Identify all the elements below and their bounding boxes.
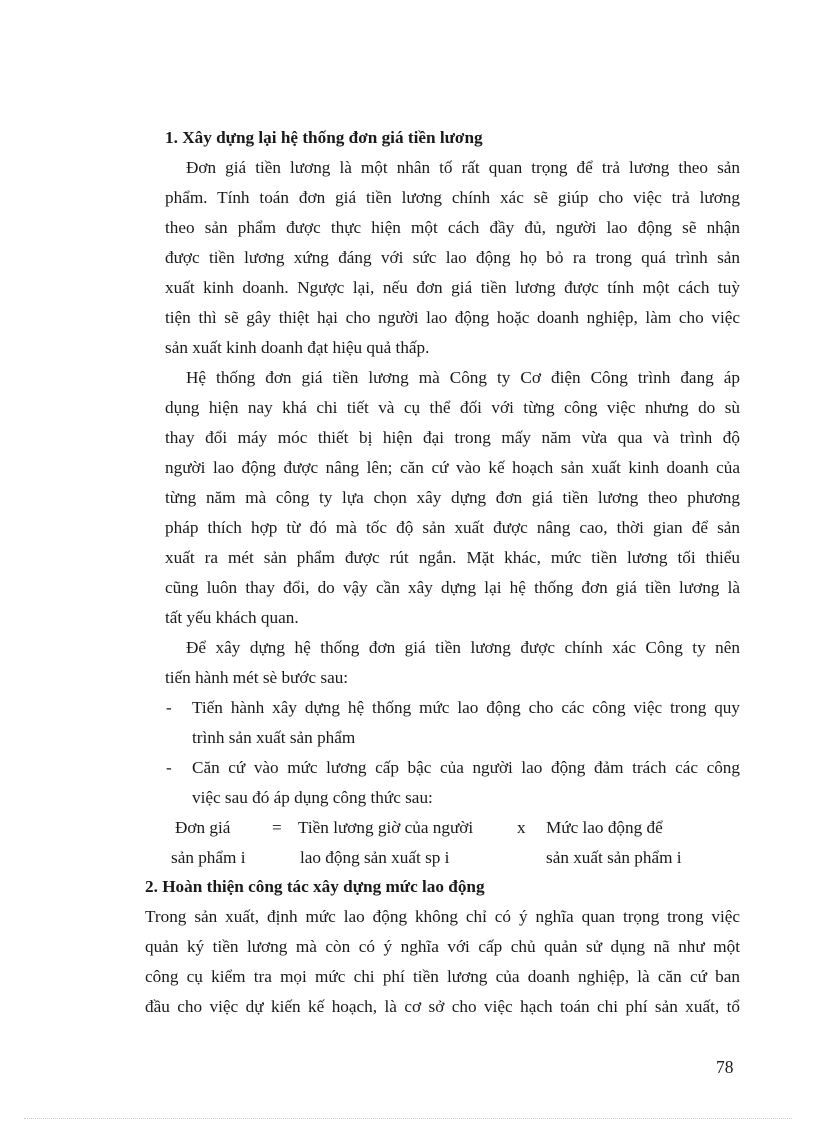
paragraph-3-line: Để xây dựng hệ thống đơn giá tiền lương được chính xác Công ty nên: [186, 638, 740, 657]
paragraph-1-line: Đơn giá tiền lương là một nhân tố rất quan trọng để trả lương theo sản: [186, 158, 740, 177]
formula-lhs: sản phẩm i: [171, 848, 246, 867]
paragraph-2-line: xuất ra mét sản phẩm được rút ngắn. Mặt khác, mức tiền lương tối thiểu: [165, 548, 740, 567]
paragraph-1-line: xuất kinh doanh. Ngược lại, nếu đơn giá tiền lương được tính một cách tuỳ: [165, 278, 740, 297]
bullet-dash: -: [166, 758, 172, 777]
paragraph-1-line: theo sản phẩm được thực hiện một cách đầy đủ, người lao động sẽ nhận: [165, 218, 740, 237]
paragraph-2-line: thay đổi máy móc thiết bị hiện đại trong mấy năm vừa qua và trình độ: [165, 428, 740, 447]
formula-lhs: Đơn giá: [175, 818, 231, 837]
paragraph-2-line: Hệ thống đơn giá tiền lương mà Công ty Cơ điện Công trình đang áp: [186, 368, 740, 387]
paragraph-1-line: sản xuất kinh doanh đạt hiệu quả thấp.: [165, 338, 430, 357]
section-2-paragraph-line: quản ký tiền lương mà còn có ý nghĩa với cấp chủ quản sử dụng nã như một: [145, 937, 740, 956]
formula-term-hourly-wage: Tiền lương giờ của người: [298, 818, 474, 837]
paragraph-1-line: được tiền lương xứng đáng với sức lao động họ bỏ ra trong quá trình sản: [165, 248, 740, 267]
section-2-paragraph-line: đầu cho việc dự kiến kế hoạch, là cơ sở cho việc hạch toán chi phí sản xuất, tổ: [145, 997, 740, 1016]
paragraph-2-line: tất yếu khách quan.: [165, 608, 299, 627]
section-2-paragraph-line: công cụ kiểm tra mọi mức chi phí tiền lương của doanh nghiệp, là căn cứ ban: [145, 967, 740, 986]
footer-divider: [24, 1118, 792, 1119]
formula-term-labor-norm: Mức lao động để: [546, 818, 663, 837]
paragraph-1-line: phẩm. Tính toán đơn giá tiền lương chính xác sẽ giúp cho việc trả lương: [165, 188, 740, 207]
bullet-2-line: việc sau đó áp dụng công thức sau:: [192, 788, 433, 807]
formula-term-labor-norm: sản xuất sản phẩm i: [546, 848, 682, 867]
formula-equals-sign: =: [272, 818, 282, 837]
bullet-dash: -: [166, 698, 172, 717]
paragraph-2-line: người lao động được nâng lên; căn cứ vào kế hoạch sản xuất kinh doanh của: [165, 458, 740, 477]
page-number: 78: [716, 1057, 734, 1077]
section-2-heading: 2. Hoàn thiện công tác xây dựng mức lao động: [145, 877, 485, 896]
section-2-paragraph-line: Trong sản xuất, định mức lao động không chỉ có ý nghĩa quan trọng trong việc: [145, 907, 740, 926]
bullet-1-line: Tiến hành xây dựng hệ thống mức lao động cho các công việc trong quy: [192, 698, 740, 717]
bullet-2-line: Căn cứ vào mức lương cấp bậc của người lao động đảm trách các công: [192, 758, 740, 777]
section-1-heading: 1. Xây dựng lại hệ thống đơn giá tiền lương: [165, 128, 483, 147]
paragraph-1-line: tiện thì sẽ gây thiệt hại cho người lao động hoặc doanh nghiệp, làm cho việc: [165, 308, 740, 327]
paragraph-2-line: từng năm mà công ty lựa chọn xây dựng đơn giá tiền lương theo phương: [165, 488, 740, 507]
formula-multiply-sign: x: [517, 818, 526, 837]
formula-term-hourly-wage: lao động sản xuất sp i: [300, 848, 450, 867]
paragraph-2-line: pháp thích hợp từ đó mà tốc độ sản xuất được nâng cao, thời gian để sản: [165, 518, 740, 537]
paragraph-2-line: dụng hiện nay khá chi tiết và cụ thể đối với từng công việc nhưng do sù: [165, 398, 740, 417]
bullet-1-line: trình sản xuất sản phẩm: [192, 728, 356, 747]
paragraph-3-line: tiến hành mét sè bước sau:: [165, 668, 349, 687]
paragraph-2-line: cũng luôn thay đổi, do vậy cần xây dựng lại hệ thống đơn giá tiền lương là: [165, 578, 740, 597]
